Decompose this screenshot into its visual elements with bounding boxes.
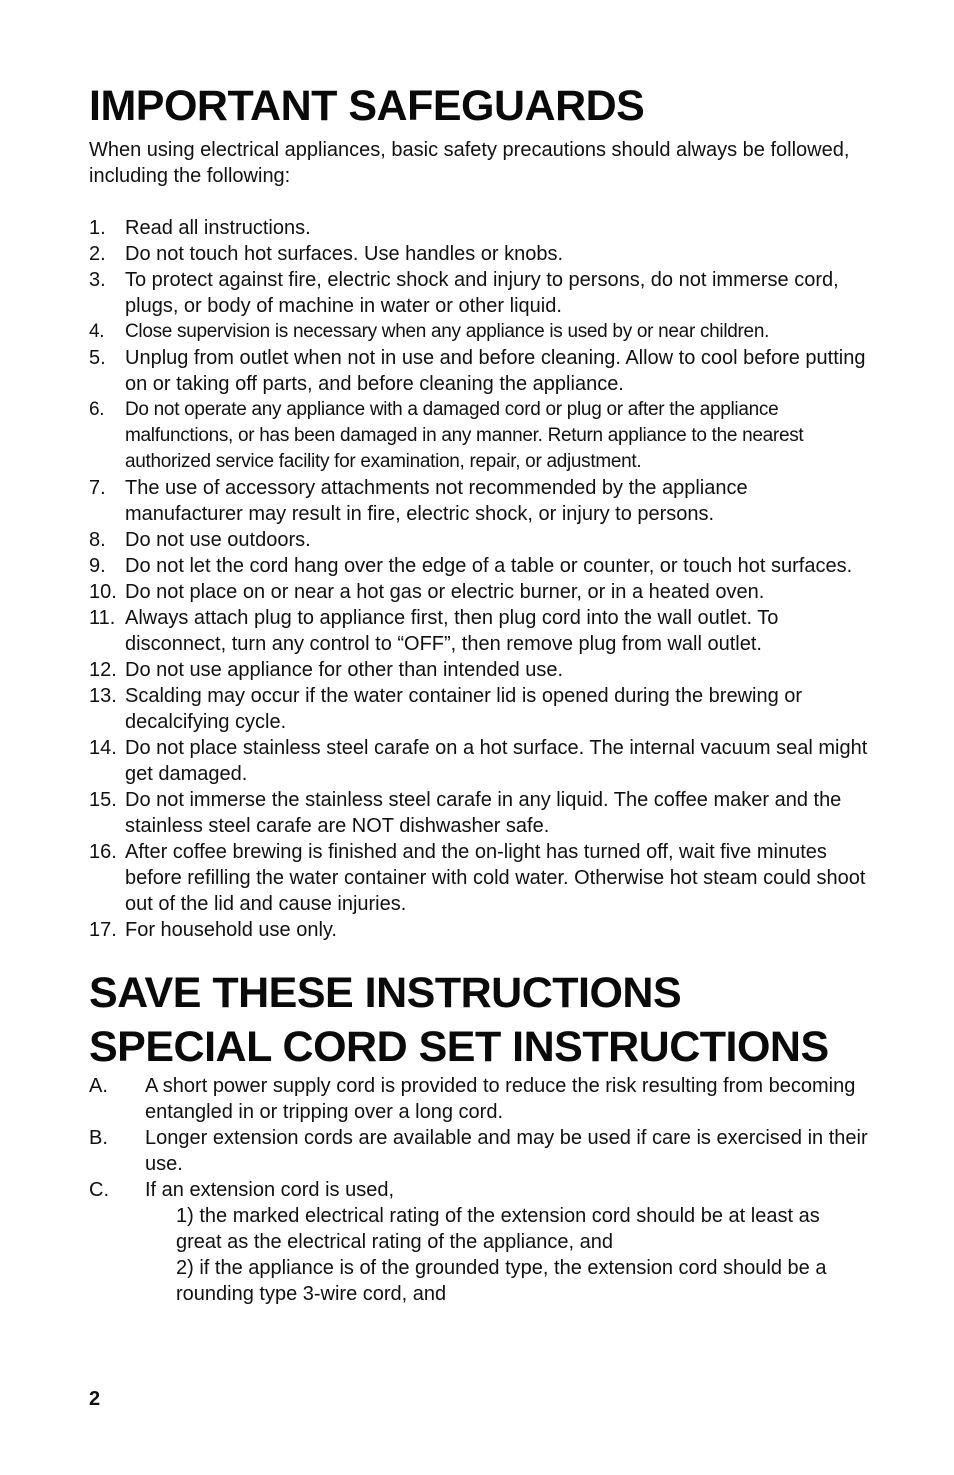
item-text: If an extension cord is used, [145,1179,395,1201]
item-text: Do not touch hot surfaces. Use handles or knobs. [125,243,564,265]
item-text: Do not use appliance for other than intended use. [125,659,564,681]
item-number: 7. [89,477,106,499]
list-item [89,735,869,787]
item-number: 9. [89,555,106,577]
item-text: Read all instructions. [125,217,311,239]
item-number: 6. [89,399,105,420]
list-item [89,787,869,839]
item-letter: A. [89,1075,108,1097]
item-number: 4. [89,321,105,342]
item-text: Always attach plug to appliance first, then plug cord into the wall outlet. To disconnect, turn any control to “OFF”, then remove plug from wall outlet. [125,607,779,655]
item-text: Close supervision is necessary when any appliance is used by or near children. [125,321,770,342]
list-item [89,215,869,241]
item-text: For household use only. [125,919,337,941]
safeguards-list [89,215,869,943]
list-item [89,241,869,267]
item-number: 1. [89,217,106,239]
list-item [89,1177,869,1307]
list-item [89,579,869,605]
item-number: 11. [89,607,116,629]
item-number: 14. [89,737,117,759]
item-text: A short power supply cord is provided to reduce the risk resulting from becoming entangled in or tripping over a long cord. [145,1075,856,1123]
list-item [89,345,869,397]
save-instructions-heading: SAVE THESE INSTRUCTIONS [89,969,682,1017]
cord-list [89,1073,869,1307]
item-number: 3. [89,269,106,291]
cord-set-title: SPECIAL CORD SET INSTRUCTIONS [89,1023,829,1071]
list-item [89,683,869,735]
list-item [89,319,869,345]
item-text: Do not use outdoors. [125,529,311,551]
list-item [89,527,869,553]
item-number: 15. [89,789,117,811]
safeguards-intro: When using electrical appliances, basic safety precautions should always be followed, including the following: [89,139,850,187]
item-text: Do not immerse the stainless steel carafe in any liquid. The coffee maker and the stainless steel carafe are NOT dishwasher safe. [125,789,842,837]
item-text: The use of accessory attachments not recommended by the appliance manufacturer may result in fire, electric shock, or injury to persons. [125,477,748,525]
page-content [89,80,869,1307]
item-text: Do not place stainless steel carafe on a hot surface. The internal vacuum seal might get damaged. [125,737,868,785]
item-text: Do not operate any appliance with a damaged cord or plug or after the appliance malfunctions, or has been damaged in any manner. Return appliance to the nearest authorized service facility for examination, repair, or adjustment. [125,399,804,472]
item-letter: B. [89,1127,108,1149]
item-number: 10. [89,581,117,603]
item-number: 17. [89,919,117,941]
list-item [89,657,869,683]
list-item [89,839,869,917]
item-number: 2. [89,243,106,265]
list-item [89,605,869,657]
item-number: 12. [89,659,117,681]
list-item [89,1125,869,1177]
list-item [89,553,869,579]
item-text: Do not place on or near a hot gas or electric burner, or in a heated oven. [125,581,765,603]
item-number: 5. [89,347,106,369]
item-text: Scalding may occur if the water container lid is opened during the brewing or decalcifying cycle. [125,685,803,733]
item-number: 16. [89,841,117,863]
list-item [89,267,869,319]
item-letter: C. [89,1179,109,1201]
list-item [89,475,869,527]
sub-item: 2) if the appliance is of the grounded type, the extension cord should be a rounding type 3-wire cord, and [176,1257,827,1305]
item-text: Longer extension cords are available and may be used if care is exercised in their use. [145,1127,868,1175]
list-item [89,397,869,475]
item-text: After coffee brewing is finished and the on-light has turned off, wait five minutes before refilling the water container with cold water. Otherwise hot steam could shoot out of the lid and cause injuries. [125,841,866,915]
item-number: 13. [89,685,117,707]
sub-item: 1) the marked electrical rating of the extension cord should be at least as great as the electrical rating of the appliance, and [176,1205,820,1253]
list-item [89,917,869,943]
list-item [89,1073,869,1125]
item-text: Do not let the cord hang over the edge of a table or counter, or touch hot surfaces. [125,555,853,577]
item-text: Unplug from outlet when not in use and before cleaning. Allow to cool before putting on or taking off parts, and before cleaning the appliance. [125,347,866,395]
item-number: 8. [89,529,106,551]
page-number: 2 [89,1388,101,1410]
item-text: To protect against fire, electric shock and injury to persons, do not immerse cord, plugs, or body of machine in water or other liquid. [125,269,839,317]
safeguards-title: IMPORTANT SAFEGUARDS [89,82,645,130]
